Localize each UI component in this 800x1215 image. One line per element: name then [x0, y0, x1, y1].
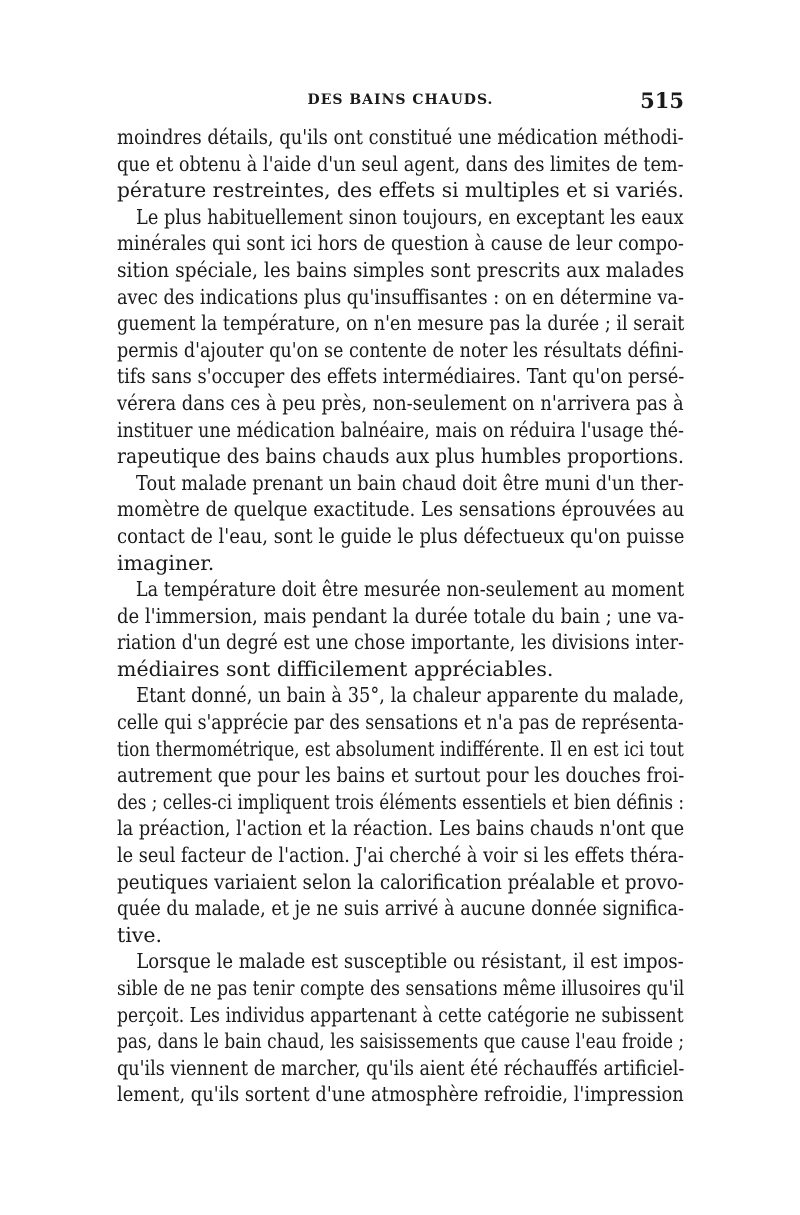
- text-line: guement la température, on n'en mesure pas la durée ; il serait: [117, 311, 685, 336]
- text-line: perçoit. Les individus appartenant à cette catégorie ne subissent: [117, 1002, 684, 1027]
- text-line: Le plus habituellement sinon toujours, en exceptant les eaux: [136, 204, 684, 229]
- text-line: Lorsque le malade est susceptible ou résistant, il est impos-: [136, 949, 684, 974]
- text-line: que et obtenu à l'aide d'un seul agent, dans des limites de tem-: [117, 151, 684, 176]
- text-line: tion thermométrique, est absolument indifférente. Il en est ici tout: [117, 736, 684, 761]
- text-line: sible de ne pas tenir compte des sensations même illusoires qu'il: [117, 976, 685, 1000]
- page-number: 515: [640, 88, 684, 113]
- text-line: qu'ils viennent de marcher, qu'ils aient été réchauffés artificiel-: [117, 1055, 685, 1080]
- text-line: Tout malade prenant un bain chaud doit être muni d'un ther-: [136, 470, 684, 495]
- paragraph: [117, 204, 684, 470]
- text-line: imaginer.: [117, 550, 215, 575]
- paragraph: [117, 470, 684, 576]
- text-line: de l'immersion, mais pendant la durée totale du bain ; une va-: [117, 603, 685, 628]
- text-line: minérales qui sont ici hors de question à cause de leur compo-: [117, 231, 684, 256]
- text-line: la préaction, l'action et la réaction. Les bains chauds n'ont que: [117, 816, 685, 841]
- running-title: DES BAINS CHAUDS.: [307, 92, 494, 108]
- paragraph: [117, 124, 684, 204]
- text-line: le seul facteur de l'action. J'ai cherché à voir si les effets théra-: [117, 843, 684, 868]
- text-line: médiaires sont difficilement appréciables.: [117, 656, 554, 681]
- text-line: moindres détails, qu'ils ont constitué une médication méthodi-: [117, 125, 684, 149]
- text-line: vérera dans ces à peu près, non-seulement on n'arrivera pas à: [117, 390, 684, 415]
- text-line: des ; celles-ci impliquent trois éléments essentiels et bien définis :: [117, 789, 685, 814]
- text-line: Etant donné, un bain à 35°, la chaleur apparente du malade,: [136, 683, 685, 708]
- page-header: [117, 88, 684, 116]
- text-line: celle qui s'apprécie par des sensations et n'a pas de représenta-: [117, 710, 684, 735]
- text-line: tive.: [117, 922, 163, 947]
- text-line: sition spéciale, les bains simples sont prescrits aux malades: [117, 257, 685, 282]
- text-line: autrement que pour les bains et surtout pour les douches froi-: [117, 763, 685, 788]
- text-line: La température doit être mesurée non-seulement au moment: [135, 577, 685, 602]
- paragraph: [117, 682, 684, 948]
- text-line: rapeutique des bains chauds aux plus humbles proportions.: [117, 444, 684, 469]
- text-line: riation d'un degré est une chose importante, les divisions inter-: [117, 630, 684, 655]
- text-line: quée du malade, et je ne suis arrivé à aucune donnée significa-: [117, 896, 684, 921]
- text-line: momètre de quelque exactitude. Les sensations éprouvées au: [117, 497, 685, 522]
- text-line: lement, qu'ils sortent d'une atmosphère refroidie, l'impression: [117, 1082, 684, 1107]
- text-line: permis d'ajouter qu'on se contente de noter les résultats défini-: [117, 337, 684, 362]
- text-line: pas, dans le bain chaud, les saisissements que cause l'eau froide ;: [117, 1029, 685, 1054]
- paragraph: [117, 948, 684, 1108]
- text-line: pérature restreintes, des effets si multiples et si variés.: [117, 178, 685, 203]
- text-line: peutiques variaient selon la calorification préalable et provo-: [117, 869, 684, 894]
- text-line: contact de l'eau, sont le guide le plus défectueux qu'on puisse: [117, 523, 685, 548]
- paragraph: [117, 576, 684, 682]
- text-line: avec des indications plus qu'insuffisantes : on en détermine va-: [117, 284, 684, 309]
- body-text: [117, 124, 684, 1108]
- text-line: instituer une médication balnéaire, mais on réduira l'usage thé-: [117, 417, 684, 442]
- text-line: tifs sans s'occuper des effets intermédiaires. Tant qu'on persé-: [117, 364, 685, 389]
